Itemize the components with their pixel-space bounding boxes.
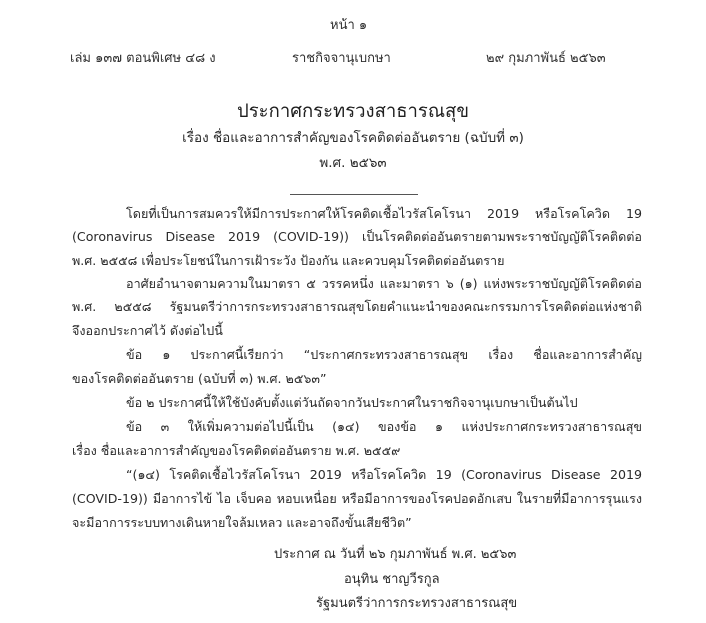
item14-line1: “(๑๔) โรคติดเชื้อไวรัสโคโรนา 2019 หรือโรคโควิด 19 (Coronavirus Disease 2019 — [126, 467, 642, 482]
announcement-year: พ.ศ. ๒๕๖๓ — [319, 155, 387, 171]
para1-line2: (Coronavirus Disease 2019 (COVID-19)) เป็นโรคติดต่ออันตรายตามพระราชบัญญัติโรคติดต่อ — [72, 229, 642, 244]
para2-line3: จึงออกประกาศไว้ ดังต่อไปนี้ — [72, 323, 223, 338]
item14-line3: จะมีอาการระบบทางเดินหายใจล้มเหลว และอาจถึงขั้นเสียชีวิต” — [72, 515, 412, 530]
title-divider — [290, 194, 418, 195]
gazette-date: ๒๙ กุมภาพันธ์ ๒๕๖๓ — [486, 51, 606, 66]
para1-line3: พ.ศ. ๒๕๕๘ เพื่อประโยชน์ในการเฝ้าระวัง ป้องกัน และควบคุมโรคติดต่ออันตราย — [72, 253, 505, 268]
announced-date: ประกาศ ณ วันที่ ๒๖ กุมภาพันธ์ พ.ศ. ๒๕๖๓ — [274, 547, 517, 562]
clause1-line2: ของโรคติดต่ออันตราย (ฉบับที่ ๓) พ.ศ. ๒๕๖๓” — [72, 371, 327, 386]
item14-line2: (COVID-19)) มีอาการไข้ ไอ เจ็บคอ หอบเหนื่อย หรือมีอาการของโรคปอดอักเสบ ในรายที่มีอาการรุนแรง — [72, 491, 642, 506]
para2-line2: พ.ศ. ๒๕๕๘ รัฐมนตรีว่าการกระทรวงสาธารณสุขโดยคำแนะนำของคณะกรรมการโรคติดต่อแห่งชาติ — [72, 299, 642, 314]
signatory-position: รัฐมนตรีว่าการกระทรวงสาธารณสุข — [316, 596, 518, 611]
signatory-name: อนุทิน ชาญวีรกูล — [344, 572, 440, 587]
clause2-line1: ข้อ ๒ ประกาศนี้ให้ใช้บังคับตั้งแต่วันถัดจากวันประกาศในราชกิจจานุเบกษาเป็นต้นไป — [126, 395, 578, 410]
clause3-line2: เรื่อง ชื่อและอาการสำคัญของโรคติดต่ออันตราย พ.ศ. ๒๕๕๙ — [72, 443, 401, 458]
para2-line1: อาศัยอำนาจตามความในมาตรา ๕ วรรคหนึ่ง และมาตรา ๖ (๑) แห่งพระราชบัญญัติโรคติดต่อ — [126, 276, 642, 291]
page-number: หน้า ๑ — [330, 18, 368, 33]
para1-line1: โดยที่เป็นการสมควรให้มีการประกาศให้โรคติดเชื้อไวรัสโคโรนา 2019 หรือโรคโควิด 19 — [126, 206, 642, 221]
gazette-name: ราชกิจจานุเบกษา — [292, 51, 391, 66]
announcement-subject: เรื่อง ชื่อและอาการสำคัญของโรคติดต่ออันตราย (ฉบับที่ ๓) — [182, 130, 524, 146]
gazette-volume: เล่ม ๑๓๗ ตอนพิเศษ ๔๘ ง — [70, 51, 216, 66]
clause3-line1: ข้อ ๓ ให้เพิ่มความต่อไปนี้เป็น (๑๔) ของข้อ ๑ แห่งประกาศกระทรวงสาธารณสุข — [126, 419, 642, 434]
announcement-title: ประกาศกระทรวงสาธารณสุข — [237, 101, 469, 122]
clause1-line1: ข้อ ๑ ประกาศนี้เรียกว่า “ประกาศกระทรวงสาธารณสุข เรื่อง ชื่อและอาการสำคัญ — [126, 347, 642, 362]
